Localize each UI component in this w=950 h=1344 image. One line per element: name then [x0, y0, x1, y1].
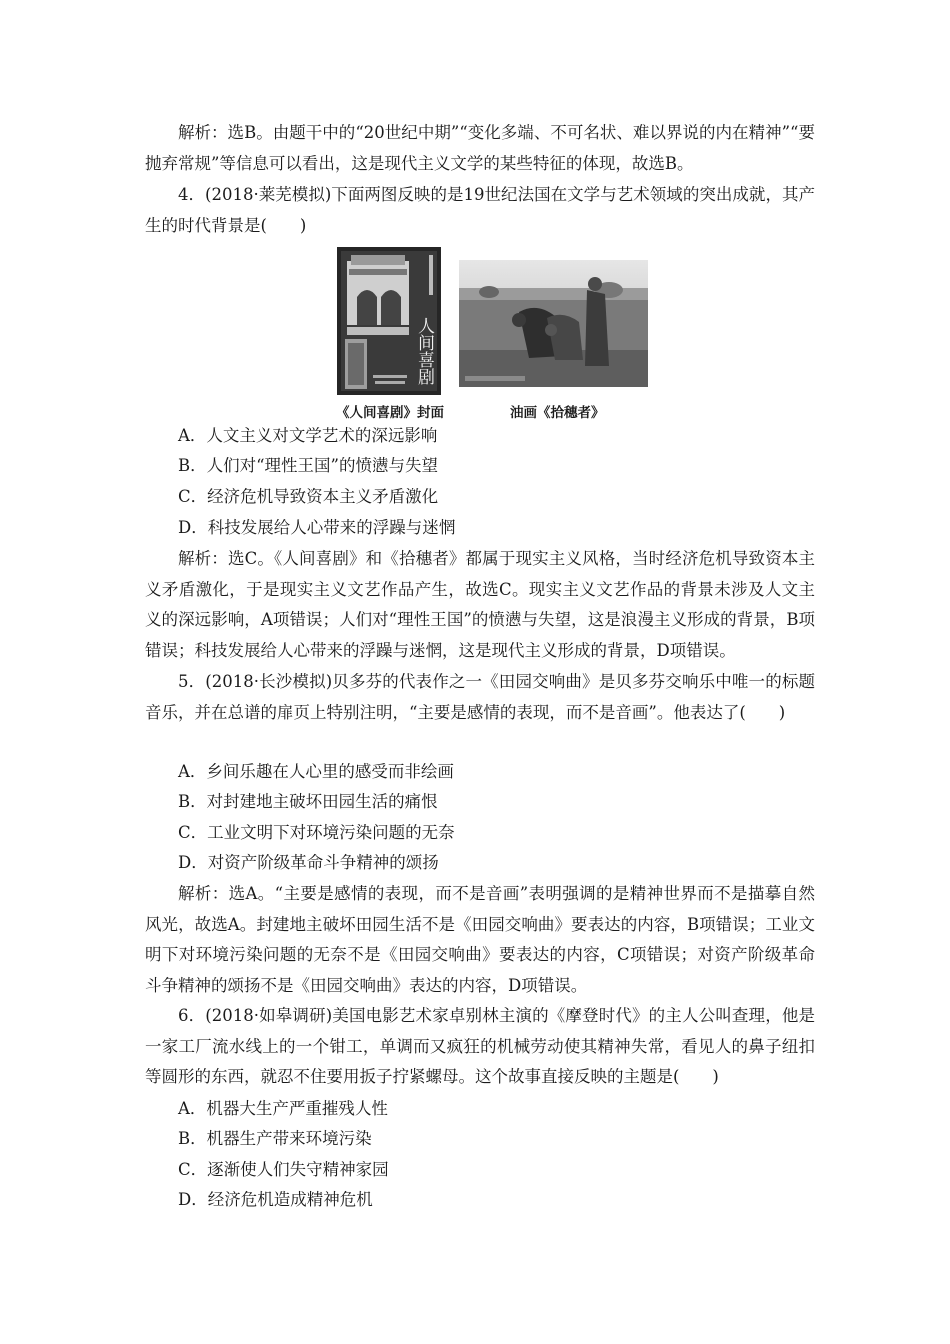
book-cover-image: [337, 247, 441, 395]
answer-q4: 解析：选C。《人间喜剧》和《拾穗者》都属于现实主义风格，当时经济危机导致资本主义矛盾激化，于是现实主义文艺作品产生，故选C。现实主义文艺作品的背景未涉及人文主义的深远影响，A项错误；人们对“理性王国”的愤懑与失望，这是浪漫主义形成的背景，B项错误；科技发展给人心带来的浮躁与迷惘，这是现代主义形成的背景，D项错误。: [145, 549, 815, 660]
question-5: 5．(2018·长沙模拟)贝多芬的代表作之一《田园交响曲》是贝多芬交响乐中唯一的标题音乐，并在总谱的扉页上特别注明，“主要是感情的表现，而不是音画”。他表达了( ): [145, 672, 815, 722]
q6-option-c: C．逐渐使人们失守精神家园: [178, 1160, 389, 1179]
q4-option-b: B．人们对“理性王国”的愤懑与失望: [178, 456, 438, 475]
q5-option-c: C．工业文明下对环境污染问题的无奈: [178, 823, 455, 842]
q4-option-a: A．人文主义对文学艺术的深远影响: [178, 426, 438, 445]
question-4: 4．(2018·莱芜模拟)下面两图反映的是19世纪法国在文学与艺术领域的突出成就，其产生的时代背景是( ): [145, 185, 815, 235]
answer-q3: 解析：选B。由题干中的“20世纪中期”“变化多端、不可名状、难以界说的内在精神”“要抛弃常规”等信息可以看出，这是现代主义文学的某些特征的体现，故选B。: [145, 123, 815, 173]
q5-option-a: A．乡间乐趣在人心里的感受而非绘画: [178, 762, 454, 781]
q4-option-c: C．经济危机导致资本主义矛盾激化: [178, 487, 439, 506]
painting-image: [459, 260, 648, 387]
q6-option-b: B．机器生产带来环境污染: [178, 1129, 372, 1148]
q5-option-d: D．对资产阶级革命斗争精神的颂扬: [178, 853, 439, 872]
book-caption: 《人间喜剧》封面: [336, 405, 444, 421]
painting-caption: 油画《拾穗者》: [510, 405, 605, 421]
q4-option-d: D．科技发展给人心带来的浮躁与迷惘: [178, 518, 456, 537]
book-title-text: 人间喜剧: [414, 317, 434, 385]
answer-q5: 解析：选A。“主要是感情的表现，而不是音画”表明强调的是精神世界而不是描摹自然风光，故选A。封建地主破坏田园生活不是《田园交响曲》要表达的内容，B项错误；工业文明下对环境污染问题的无奈不是《田园交响曲》要表达的内容，C项错误；对资产阶级革命斗争精神的颂扬不是《田园交响曲》表达的内容，D项错误。: [145, 884, 815, 995]
q6-option-a: A．机器大生产严重摧残人性: [178, 1099, 388, 1118]
question-6: 6．(2018·如皋调研)美国电影艺术家卓别林主演的《摩登时代》的主人公叫查理，他是一家工厂流水线上的一个钳工，单调而又疯狂的机械劳动使其精神失常，看见人的鼻子纽扣等圆形的东西，就忍不住要用扳子拧紧螺母。这个故事直接反映的主题是( ): [145, 1006, 815, 1086]
q5-option-b: B．对封建地主破坏田园生活的痛恨: [178, 792, 438, 811]
gleaners-painting-art: [459, 260, 648, 387]
q6-option-d: D．经济危机造成精神危机: [178, 1190, 373, 1209]
